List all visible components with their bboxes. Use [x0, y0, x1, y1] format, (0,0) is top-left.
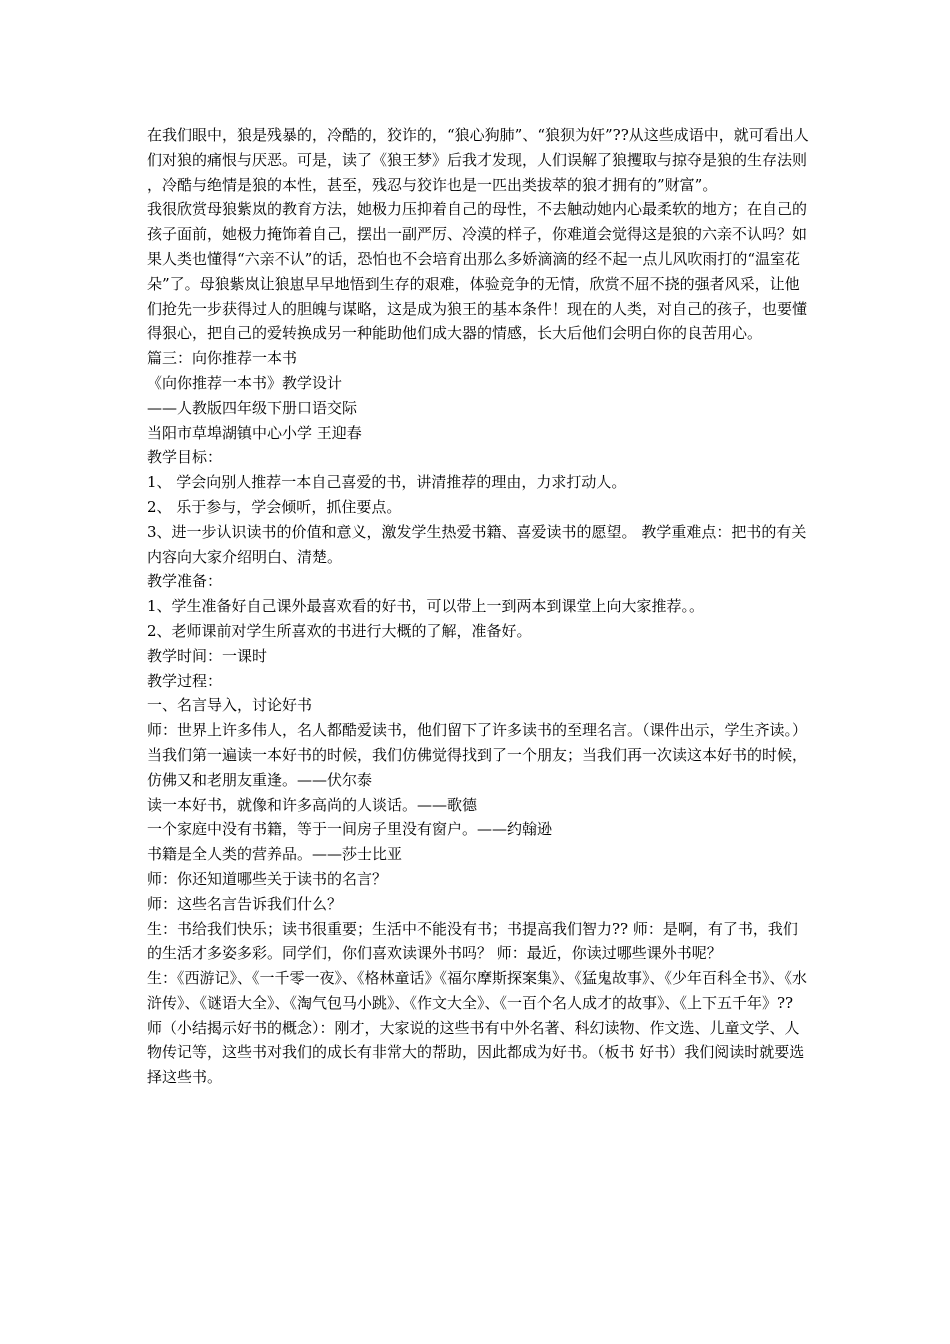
objectives-heading: 教学目标： [147, 448, 223, 467]
section-heading: 篇三：向你推荐一本书 [147, 349, 298, 368]
teacher-line: 师：你还知道哪些关于读书的名言？ [147, 869, 388, 888]
author-line: 当阳市草埠湖镇中心小学 王迎春 [147, 423, 362, 442]
paragraph-wolf-education: 我很欣赏母狼紫岚的教育方法，她极力压抑着自己的母性，不去触动她内心最柔软的地方；在自己的孩子面前，她极力掩饰着自己，摆出一副严厉、冷漠的样子，你难道会觉得这是狼的六亲不认吗？如果人类也懂得“六亲不认”的话，恐怕也不会培育出那么多娇滴滴的经不起一点儿风吹雨打的“温室花朵”了。母狼紫岚让狼崽早早地悟到生存的艰难，体验竞争的无情，欣赏不屈不挠的强者风采，让他们抢先一步获得过人的胆魄与谋略，这是成为狼王的基本条件！现在的人类，对自己的孩子，也要懂得狠心，把自己的爱转换成另一种能助他们成大器的情感，长大后他们会明白你的良苦用心。 [147, 200, 808, 343]
preparation-item: 2、老师课前对学生所喜欢的书进行大概的了解，准备好。 [147, 621, 532, 640]
teacher-summary: 师（小结揭示好书的概念）：刚才，大家说的这些书有中外名著、科幻读物、作文选、儿童文学、人物传记等，这些书对我们的成长有非常大的帮助，因此都成为好书。（板书 好书）我们阅读时就要选择这些书。 [147, 1018, 805, 1087]
teacher-line: 师：世界上许多伟人，名人都酷爱读书，他们留下了许多读书的至理名言。（课件出示，学生齐读。） [147, 721, 808, 740]
quote-line: 一个家庭中没有书籍，等于一间房子里没有窗户。——约翰逊 [147, 820, 553, 839]
preparation-item: 1、学生准备好自己课外最喜欢看的好书，可以带上一到两本到课堂上向大家推荐。。 [147, 597, 705, 616]
objective-item: 2、 乐于参与，学会倾听，抓住要点。 [147, 497, 402, 516]
quote-line: 当我们第一遍读一本好书的时候，我们仿佛觉得找到了一个朋友；当我们再一次读这本好书的时候，仿佛又和老朋友重逢。——伏尔泰 [147, 745, 808, 789]
student-line: 生：书给我们快乐；读书很重要；生活中不能没有书；书提高我们智力?? 师：是啊，有了书，我们的生活才多姿多彩。同学们，你们喜欢读课外书吗？ 师：最近，你读过哪些课外书呢？ [147, 919, 798, 963]
document-body [147, 123, 812, 1090]
process-step-heading: 一、名言导入，讨论好书 [147, 696, 313, 715]
lesson-time: 教学时间：一课时 [147, 646, 268, 665]
quote-line: 读一本好书，就像和许多高尚的人谈话。——歌德 [147, 795, 478, 814]
preparation-heading: 教学准备： [147, 572, 223, 591]
quote-line: 书籍是全人类的营养品。——莎士比亚 [147, 845, 403, 864]
lesson-subtitle: ——人教版四年级下册口语交际 [147, 398, 358, 417]
process-heading: 教学过程： [147, 671, 223, 690]
objective-item: 3、进一步认识读书的价值和意义，激发学生热爱书籍、喜爱读书的愿望。 教学重难点：把书的有关内容向大家介绍明白、清楚。 [147, 522, 807, 566]
lesson-title: 《向你推荐一本书》教学设计 [147, 373, 343, 392]
objective-item: 1、 学会向别人推荐一本自己喜爱的书，讲清推荐的理由，力求打动人。 [147, 473, 627, 492]
student-line: 生：《西游记》、《一千零一夜》、《格林童话》《福尔摩斯探案集》、《猛鬼故事》、《少年百科全书》、《水浒传》、《谜语大全》、《淘气包马小跳》、《作文大全》、《一百个名人成才的故事》、《上下五千年》?? [147, 969, 808, 1012]
paragraph-wolf-intro: 在我们眼中，狼是残暴的，冷酷的，狡诈的，“狼心狗肺”、“狼狈为奸”??从这些成语中，就可看出人们对狼的痛恨与厌恶。可是，读了《狼王梦》后我才发现，人们误解了狼攫取与掠夺是狼的生存法则，冷酷与绝情是狼的本性，甚至，残忍与狡诈也是一匹出类拔萃的狼才拥有的”财富”。 [147, 126, 809, 194]
teacher-line: 师：这些名言告诉我们什么？ [147, 894, 343, 913]
